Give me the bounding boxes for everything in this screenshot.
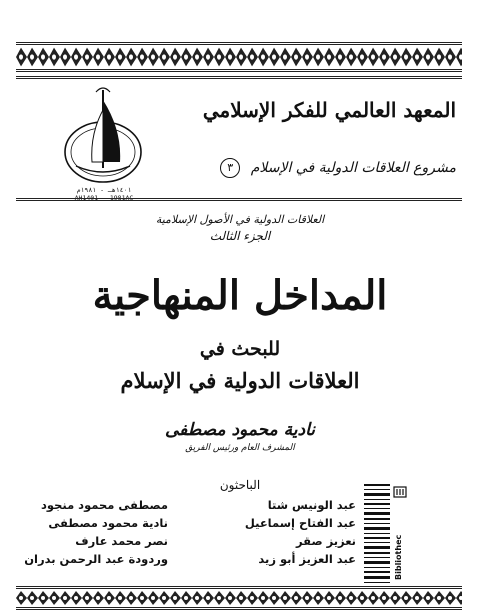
- institute-emblem-icon: [60, 82, 146, 190]
- series-title-text: مشروع العلاقات الدولية في الإسلام: [250, 160, 456, 176]
- institute-name: المعهد العالمي للفكر الإسلامي: [202, 98, 456, 122]
- researchers-left-column: [18, 496, 168, 568]
- researcher-name: نعزيز صقر: [296, 534, 356, 548]
- researcher-name: عبد العزيز أبو زيد: [258, 552, 356, 566]
- subtitle-line-2: العلاقات الدولية في الإسلام: [120, 368, 360, 393]
- ornament-pattern: [16, 45, 462, 69]
- series-title: [226, 158, 456, 178]
- library-label: Bibliothec: [394, 534, 403, 580]
- researcher-name: عبد الفتاح إسماعيل: [244, 516, 356, 530]
- researcher-name: عبد الونيس شتا: [267, 498, 356, 512]
- barcode-icon: [364, 480, 390, 588]
- top-ornament-band: [16, 42, 462, 72]
- author-role: المشرف العام ورئيس الفريق: [185, 443, 295, 453]
- emblem-year-label: ١٤٠١هـ - ١٩٨١م AH1401 - 1981AC: [74, 186, 134, 202]
- researcher-name: نصر محمد عارف: [75, 534, 168, 548]
- header-rule-bottom: [16, 198, 462, 201]
- main-title: المداخل المنهاجية: [92, 272, 388, 319]
- ornament-pattern: [16, 589, 462, 607]
- researchers-heading: الباحثون: [219, 478, 261, 492]
- researcher-name: وردودة عبد الرحمن بدران: [24, 552, 168, 566]
- author-name: نادية محمود مصطفى: [165, 420, 315, 440]
- subtitle-line-1: للبحث في: [199, 338, 281, 360]
- researcher-name: مصطفى محمود منجود: [40, 498, 168, 512]
- researchers-right-column: [208, 496, 356, 568]
- researcher-name: نادية محمود مصطفى: [48, 516, 168, 530]
- supertitle: العلاقات الدولية في الأصول الإسلامية: [155, 213, 325, 226]
- series-number-badge: ٣: [220, 158, 240, 178]
- header-rule-top: [16, 76, 462, 79]
- part-label: الجزء الثالث: [209, 229, 271, 243]
- bottom-ornament-band: [16, 586, 462, 610]
- library-icon: [393, 486, 407, 498]
